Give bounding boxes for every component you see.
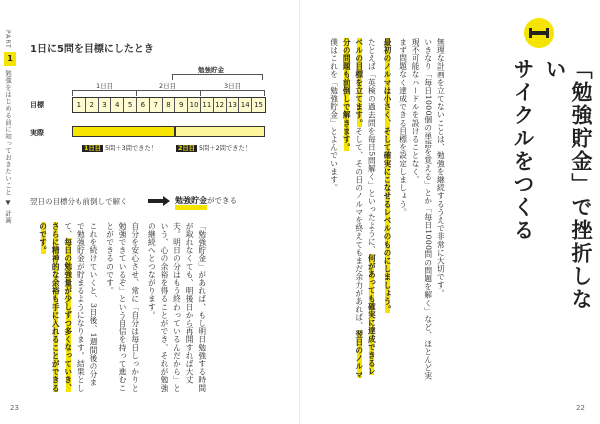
goal-cell: 11 (201, 98, 214, 112)
section-title-line-1: 「勉強貯金」で挫折しない (543, 58, 593, 311)
goal-cell: 10 (188, 98, 201, 112)
right-paragraph: いきなり「毎日1000個の単語を覚える」とか「毎日1000問の問題を解く」など、ほとんど実現不可能なハードルを設けることなく、 (411, 38, 433, 381)
goal-cell: 3 (99, 98, 112, 112)
right-page (300, 0, 600, 424)
savings-label: 勉強貯金 (198, 66, 224, 74)
right-body-text (327, 38, 446, 383)
right-emphasis-1: 最初のノルマは小さく、そして確実にこなせるレベルのものにしましょう。 (382, 38, 392, 314)
flow-result-highlight: 勉強貯金 (175, 196, 207, 210)
goal-cell: 14 (239, 98, 252, 112)
goal-cell: 12 (214, 98, 227, 112)
goal-cell: 13 (227, 98, 240, 112)
right-paragraph: まず問題なく達成できる目標を設定しましょう。 (398, 38, 408, 217)
day2-result-day: 2日目 (178, 145, 195, 152)
day1-result-day: 1日目 (84, 145, 101, 152)
right-emphasis-3: 翌日のノルマ分の問題も前倒しで解きます。 (342, 38, 364, 379)
savings-bracket (172, 74, 263, 80)
day1-result (82, 143, 157, 152)
right-mid-text-2: そして、その日のノルマを終えてもまだ余力があれば、 (354, 127, 364, 330)
day2-result (176, 143, 251, 152)
goal-cell: 6 (137, 98, 150, 112)
day-bracket-1 (72, 90, 137, 96)
left-paragraph: 「勉強貯金」があれば、もし明日勉強する時間が取れなくても、明後日から再開すれば大丈夫。明日の分はもう終わっているんだから」という、心の余裕を得ることができ、それが勉強の継続へとつながります。 (147, 222, 207, 393)
right-paragraph (380, 38, 393, 383)
right-emphasis-2: 何があっても確実に達成できるレベルの目標を立てます。 (354, 38, 377, 376)
section-title-line-2: サイクルをつくる (511, 58, 535, 242)
goal-cell: 15 (252, 98, 265, 112)
day-bracket-label-1: 1日目 (96, 82, 114, 90)
left-paragraph-plain: これを続けていくと、3日後、1週間後の分まで勉強貯金が貯まるようになります。結果として、 (63, 222, 98, 393)
left-emphasis: 毎日の勉強量が少しずつ多くなっていき、さらに精神的な余裕も手に入れることができるのです。 (38, 222, 73, 393)
flow-result (175, 195, 237, 206)
right-mid-text: たとえば「英検の過去問を毎日5問解く」といったように、 (367, 38, 377, 254)
goal-row-label: 目標 (30, 101, 44, 109)
dumbbell-icon (530, 31, 548, 35)
page-number-right: 22 (576, 404, 585, 412)
actual-bar-day1 (72, 126, 175, 137)
left-paragraph (36, 222, 99, 394)
goal-cell: 5 (124, 98, 137, 112)
side-tab-chapter-title: 勉強をはじめる前に知っておきたいこと ▼ 計画 (4, 69, 12, 224)
left-paragraph: 自分を安心させ、常に「自分は毎日しっかりと勉強できているぞ」という自信を持って進むことができるのです。 (105, 222, 140, 393)
goal-cell: 8 (163, 98, 176, 112)
section-title-block (502, 18, 593, 328)
right-paragraph (340, 38, 378, 383)
flow-row (30, 192, 280, 212)
day-bracket-3 (200, 90, 265, 96)
day-bracket-label-2: 2日目 (159, 82, 177, 90)
right-paragraph: 僕はこれを「勉強貯金」とよんでいます。 (329, 38, 339, 192)
arrow-right-icon (148, 196, 170, 206)
flow-result-suffix: ができる (207, 196, 237, 205)
goal-cell: 1 (73, 98, 86, 112)
flow-text: 翌日の目標分も前倒しで解く (30, 197, 128, 206)
goal-cell: 2 (86, 98, 99, 112)
left-body-text (36, 222, 208, 394)
actual-row-label: 実際 (30, 129, 44, 137)
day2-result-text: 5問＋2問できた！ (198, 145, 252, 152)
goal-cell: 7 (150, 98, 163, 112)
actual-bar-day2 (175, 126, 265, 137)
side-tab-number: 1 (4, 52, 16, 66)
page-number-left: 23 (10, 404, 19, 412)
diagram-title: 1日に5問を目標にしたとき (30, 44, 154, 55)
title-badge (524, 18, 554, 48)
side-tab (4, 30, 16, 223)
day-bracket-label-3: 3日目 (224, 82, 242, 90)
study-savings-diagram (30, 40, 270, 190)
right-paragraph: 無理な計画を立てないことは、勉強を継続するうえで非常に大切です。 (436, 38, 446, 298)
goal-cell: 9 (175, 98, 188, 112)
goal-cell: 4 (111, 98, 124, 112)
goal-cells (72, 97, 266, 113)
day-bracket-2 (136, 90, 201, 96)
day1-result-text: 5問＋3問できた！ (104, 145, 158, 152)
side-tab-part: PART (4, 30, 11, 49)
